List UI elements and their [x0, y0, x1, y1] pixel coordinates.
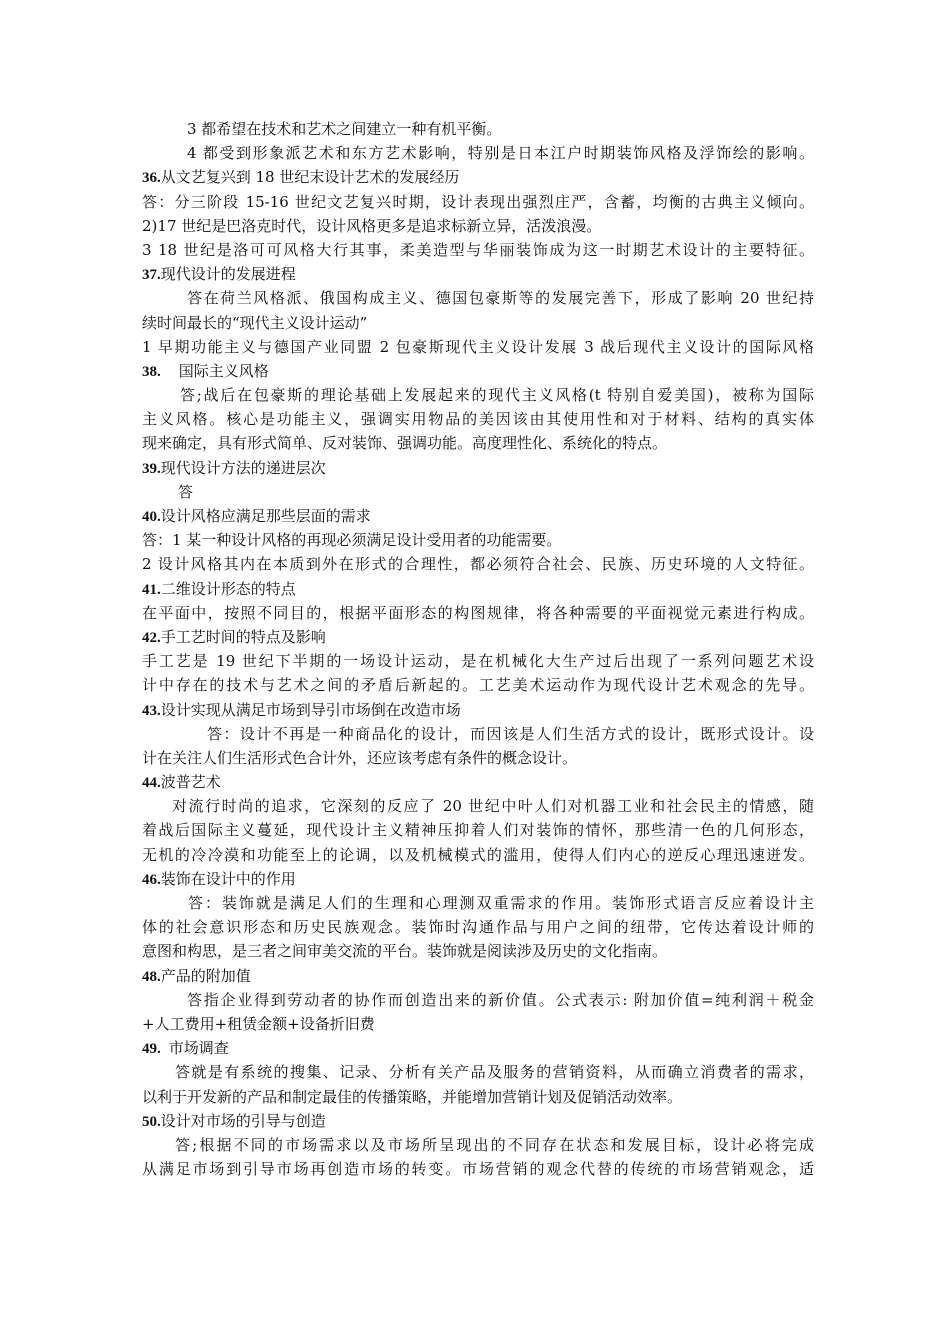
question-number: 49. — [142, 1041, 161, 1058]
answer-line: 1 早期功能主义与德国产业同盟 2 包豪斯现代主义设计发展 3 战后现代主义设计的国际风格 — [142, 337, 814, 356]
question-title: 现代设计的发展进程 — [160, 265, 296, 284]
answer-line: 手工艺是 19 世纪下半期的一场设计运动，是在机械化大生产过后出现了一系列问题艺术设 — [142, 652, 814, 671]
text-line: 3 都希望在技术和艺术之间建立一种有机平衡。 — [187, 120, 502, 138]
answer-line: 答就是有系统的搜集、记录、分析有关产品及服务的营销资料，从而确立消费者的需求， — [175, 1063, 814, 1082]
answer-line: 答;战后在包豪斯的理论基础上发展起来的现代主义风格(t 特别自爱美国)，被称为国际 — [180, 386, 814, 405]
question-number: 41. — [142, 581, 161, 598]
answer-line: 答;根据不同的市场需求以及市场所呈现出的不同存在状态和发展目标，设计必将完成 — [175, 1135, 814, 1154]
question-number: 40. — [142, 509, 161, 525]
answer-line: 3 18 世纪是洛可可风格大行其事，柔美造型与华丽装饰成为这一时期艺术设计的主要特征。 — [142, 240, 814, 259]
question-heading-41 — [142, 577, 814, 601]
question-heading-50 — [142, 1109, 814, 1133]
answer-line: 无机的冷冷漠和功能至上的论调，以及机械模式的滥用，使得人们内心的逆反心理迅速迸发。 — [142, 845, 814, 864]
answer-line: 在平面中，按照不同目的，根据平面形态的构图规律，将各种需要的平面视觉元素进行构成。 — [142, 603, 814, 622]
question-number: 43. — [142, 702, 161, 719]
question-heading-39 — [142, 456, 814, 480]
answer-line: 答 — [178, 482, 194, 501]
answer-line: 答指企业得到劳动者的协作而创造出来的新价值。公式表示: 附加价值=纯利润＋税金 — [187, 990, 814, 1009]
question-title: 现代设计方法的递进层次 — [160, 458, 326, 477]
question-title: 波普艺术 — [160, 773, 221, 792]
answer-line: 计中存在的技术与艺术之间的矛盾后新起的。工艺美术运动作为现代设计艺术观念的先导。 — [142, 676, 814, 695]
question-number: 38. — [142, 363, 161, 380]
answer-line: 以利于开发新的产品和制定最佳的传播策略，并能增加营销计划及促销活动效率。 — [142, 1087, 683, 1106]
question-number: 44. — [142, 775, 161, 792]
question-number: 37. — [142, 267, 161, 284]
answer-line: 答在荷兰风格派、俄国构成主义、德国包豪斯等的发展完善下，形成了影响 20 世纪持 — [187, 289, 814, 308]
answer-line: 2 设计风格其内在本质到外在形式的合理性，都必须符合社会、民族、历史环境的人文特征。 — [142, 555, 814, 574]
question-number: 46. — [142, 871, 161, 888]
answer-line: 续时间最长的“现代主义设计运动” — [142, 313, 368, 332]
question-heading-44 — [142, 770, 814, 794]
question-title: 手工艺时间的特点及影响 — [160, 627, 326, 646]
answer-line: 体的社会意识形态和历史民族观念。装饰时沟通作品与用户之间的纽带，它传达着设计师的 — [142, 918, 814, 937]
question-heading-42 — [142, 625, 814, 649]
question-title: 国际主义风格 — [178, 361, 269, 380]
question-number: 50. — [142, 1113, 161, 1130]
question-title: 二维设计形态的特点 — [160, 579, 296, 598]
question-number: 36. — [142, 170, 161, 187]
question-heading-36 — [142, 165, 814, 189]
answer-line: 答：1 某一种设计风格的再现必须满足设计受用者的功能需要。 — [142, 531, 562, 550]
answer-line: 着战后国际主义蔓延，现代设计主义精神压抑着人们对装饰的情怀，那些清一色的几何形态， — [142, 821, 814, 840]
question-heading-49 — [142, 1036, 814, 1060]
text-line: 4 都受到形象派艺术和东方艺术影响，特别是日本江户时期装饰风格及浮饰绘的影响。 — [187, 144, 814, 163]
answer-line: 计在关注人们生活形式色合计外，还应该考虑有条件的概念设计。 — [142, 748, 578, 767]
answer-line: 主义风格。核心是功能主义，强调实用物品的美因该由其使用性和对于材料、结构的真实体 — [142, 410, 814, 429]
question-title: 市场调查 — [168, 1039, 229, 1058]
question-title: 从文艺复兴到 18 世纪末设计艺术的发展经历 — [160, 168, 460, 187]
question-heading-46 — [142, 867, 814, 891]
question-heading-38 — [142, 359, 814, 383]
document-body — [142, 117, 814, 1181]
answer-line: +人工费用+租赁金额+设备折旧费 — [142, 1014, 375, 1033]
question-title: 设计风格应满足那些层面的需求 — [160, 507, 371, 525]
question-heading-48 — [142, 964, 814, 988]
question-title: 设计实现从满足市场到导引市场倒在改造市场 — [160, 700, 461, 719]
answer-line: 2)17 世纪是巴洛克时代，设计风格更多是追求标新立异，活泼浪漫。 — [142, 216, 602, 235]
question-title: 装饰在设计中的作用 — [160, 869, 296, 888]
answer-line: 答：设计不再是一种商品化的设计，而因该是人们生活方式的设计，既形式设计。设 — [207, 724, 814, 743]
question-heading-43 — [142, 698, 814, 722]
answer-line: 意图和构思，是三者之间审美交流的平台。装饰就是阅读涉及历史的文化指南。 — [142, 942, 668, 961]
question-heading-40 — [142, 504, 814, 528]
question-title: 设计对市场的引导与创造 — [160, 1111, 326, 1130]
question-heading-37 — [142, 262, 814, 286]
answer-line: 答：分三阶段 15-16 世纪文艺复兴时期，设计表现出强烈庄严，含蓄，均衡的古典主义倾向。 — [142, 192, 814, 211]
answer-line: 对流行时尚的追求，它深刻的反应了 20 世纪中叶人们对机器工业和社会民主的情感，随 — [172, 797, 814, 816]
question-title: 产品的附加值 — [160, 966, 251, 985]
answer-line: 答：装饰就是满足人们的生理和心理测双重需求的作用。装饰形式语言反应着设计主 — [188, 894, 814, 912]
question-number: 48. — [142, 968, 161, 985]
answer-line: 从满足市场到引导市场再创造市场的转变。市场营销的观念代替的传统的市场营销观念，适 — [142, 1160, 814, 1179]
question-number: 42. — [142, 629, 161, 646]
answer-line: 现来确定，具有形式简单、反对装饰、强调功能。高度理性化、系统化的特点。 — [142, 434, 668, 453]
question-number: 39. — [142, 460, 161, 477]
